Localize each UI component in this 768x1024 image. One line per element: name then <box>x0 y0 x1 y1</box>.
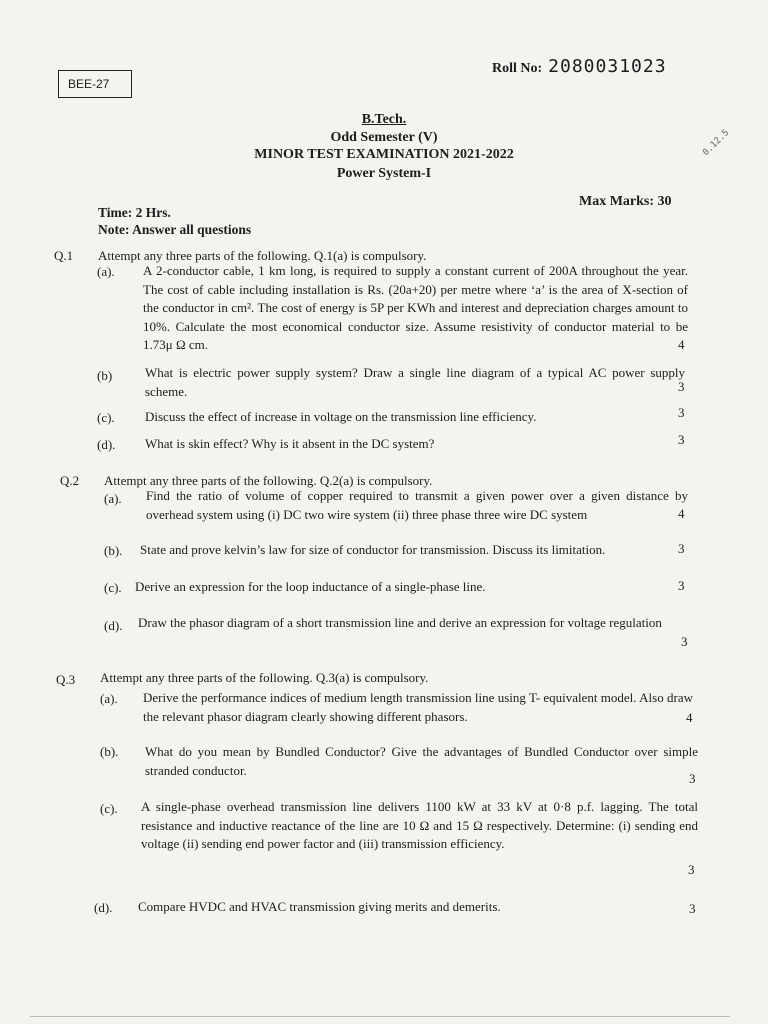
subject-title: Power System-I <box>336 166 432 181</box>
q2c-text: Derive an expression for the loop inductance of a single-phase line. <box>135 579 486 594</box>
q1c-marks: 3 <box>678 405 685 420</box>
margin-pencil-note: 0.12.5 <box>701 127 732 159</box>
instruction-note: Note: Answer all questions <box>98 222 252 237</box>
q1c-label: (c). <box>97 410 115 425</box>
time-allowed: Time: 2 Hrs. <box>98 205 171 220</box>
q3-instruction: Attempt any three parts of the following. Q.3(a) is compulsory. <box>100 670 429 685</box>
q2a-text: Find the ratio of volume of copper required to transmit a given power over a given distance by overhead system using (i) DC two wire system (ii) three phase three wire DC system <box>146 488 688 522</box>
q3-number: Q.3 <box>56 672 76 687</box>
q1b-marks: 3 <box>678 379 685 394</box>
q2c-label: (c). <box>104 580 122 595</box>
q2c-marks: 3 <box>678 578 685 593</box>
semester-title: Odd Semester (V) <box>330 130 438 145</box>
q1b-text: What is electric power supply system? Draw a single line diagram of a typical AC power supply scheme. <box>145 365 685 399</box>
page-bottom-rule <box>30 1016 730 1017</box>
q3a-marks: 4 <box>686 710 693 725</box>
paper-code: BEE-27 <box>68 77 110 91</box>
q1d-label: (d). <box>97 437 116 452</box>
q2-number: Q.2 <box>60 473 80 488</box>
q2a-marks: 4 <box>678 506 685 521</box>
q1d-text: What is skin effect? Why is it absent in the DC system? <box>145 436 435 451</box>
q1c-text: Discuss the effect of increase in voltage on the transmission line efficiency. <box>145 409 537 424</box>
roll-label: Roll No: <box>492 61 543 76</box>
q1-instruction: Attempt any three parts of the following. Q.1(a) is compulsory. <box>98 248 427 263</box>
q1a-label: (a). <box>97 264 115 279</box>
q3b-label: (b). <box>100 744 119 759</box>
roll-number <box>492 56 667 77</box>
q2d-text: Draw the phasor diagram of a short transmission line and derive an expression for voltage regulation <box>138 615 662 630</box>
q2-instruction: Attempt any three parts of the following. Q.2(a) is compulsory. <box>104 473 433 488</box>
q3d-text: Compare HVDC and HVAC transmission giving merits and demerits. <box>138 899 501 914</box>
exam-title: MINOR TEST EXAMINATION 2021-2022 <box>254 147 514 162</box>
degree-title: B.Tech. <box>361 112 407 127</box>
q2d-label: (d). <box>104 618 123 633</box>
q1a-marks: 4 <box>678 337 685 352</box>
q1b-label: (b) <box>97 368 113 383</box>
q2b-text: State and prove kelvin’s law for size of conductor for transmission. Discuss its limitation. <box>140 542 606 557</box>
q1-number: Q.1 <box>54 248 74 263</box>
q3a-label: (a). <box>100 691 118 706</box>
q3b-text: What do you mean by Bundled Conductor? Give the advantages of Bundled Conductor over simple stranded conductor. <box>145 744 698 778</box>
q2d-marks: 3 <box>681 634 688 649</box>
q3a-text: Derive the performance indices of medium length transmission line using T- equivalent model. Also draw the relevant phasor diagram clearly showing different phasors. <box>143 690 693 724</box>
q2b-marks: 3 <box>678 541 685 556</box>
q3d-marks: 3 <box>689 901 696 916</box>
q3c-text: A single-phase overhead transmission line delivers 1100 kW at 33 kV at 0·8 p.f. lagging. The total resistance and inductive reactance of the line are 10 Ω and 15 Ω respectively. Determine: (i) sending end voltage (ii) sending end power factor and (iii) transmission efficiency. <box>141 799 698 851</box>
q3b-marks: 3 <box>689 771 696 786</box>
max-marks: Max Marks: 30 <box>579 194 672 209</box>
q2a-label: (a). <box>104 491 122 506</box>
q1d-marks: 3 <box>678 432 685 447</box>
q2b-label: (b). <box>104 543 123 558</box>
q3d-label: (d). <box>94 900 113 915</box>
paper-code-box <box>58 70 132 98</box>
roll-value: 2080031023 <box>548 56 667 77</box>
q1a-text: A 2-conductor cable, 1 km long, is required to supply a constant current of 200A throughout the year. The cost of cable including installation is Rs. (20a+20) per metre where ‘a’ is the area of X-section of the conductor in cm². The cost of energy is 5P per KWh and interest and depreciation charges amount to 10%. Calculate the most economical conductor size. Assume resistivity of conductor material to be 1.73μ Ω cm. <box>143 263 688 352</box>
q3c-marks: 3 <box>688 862 695 877</box>
q3c-label: (c). <box>100 801 118 816</box>
